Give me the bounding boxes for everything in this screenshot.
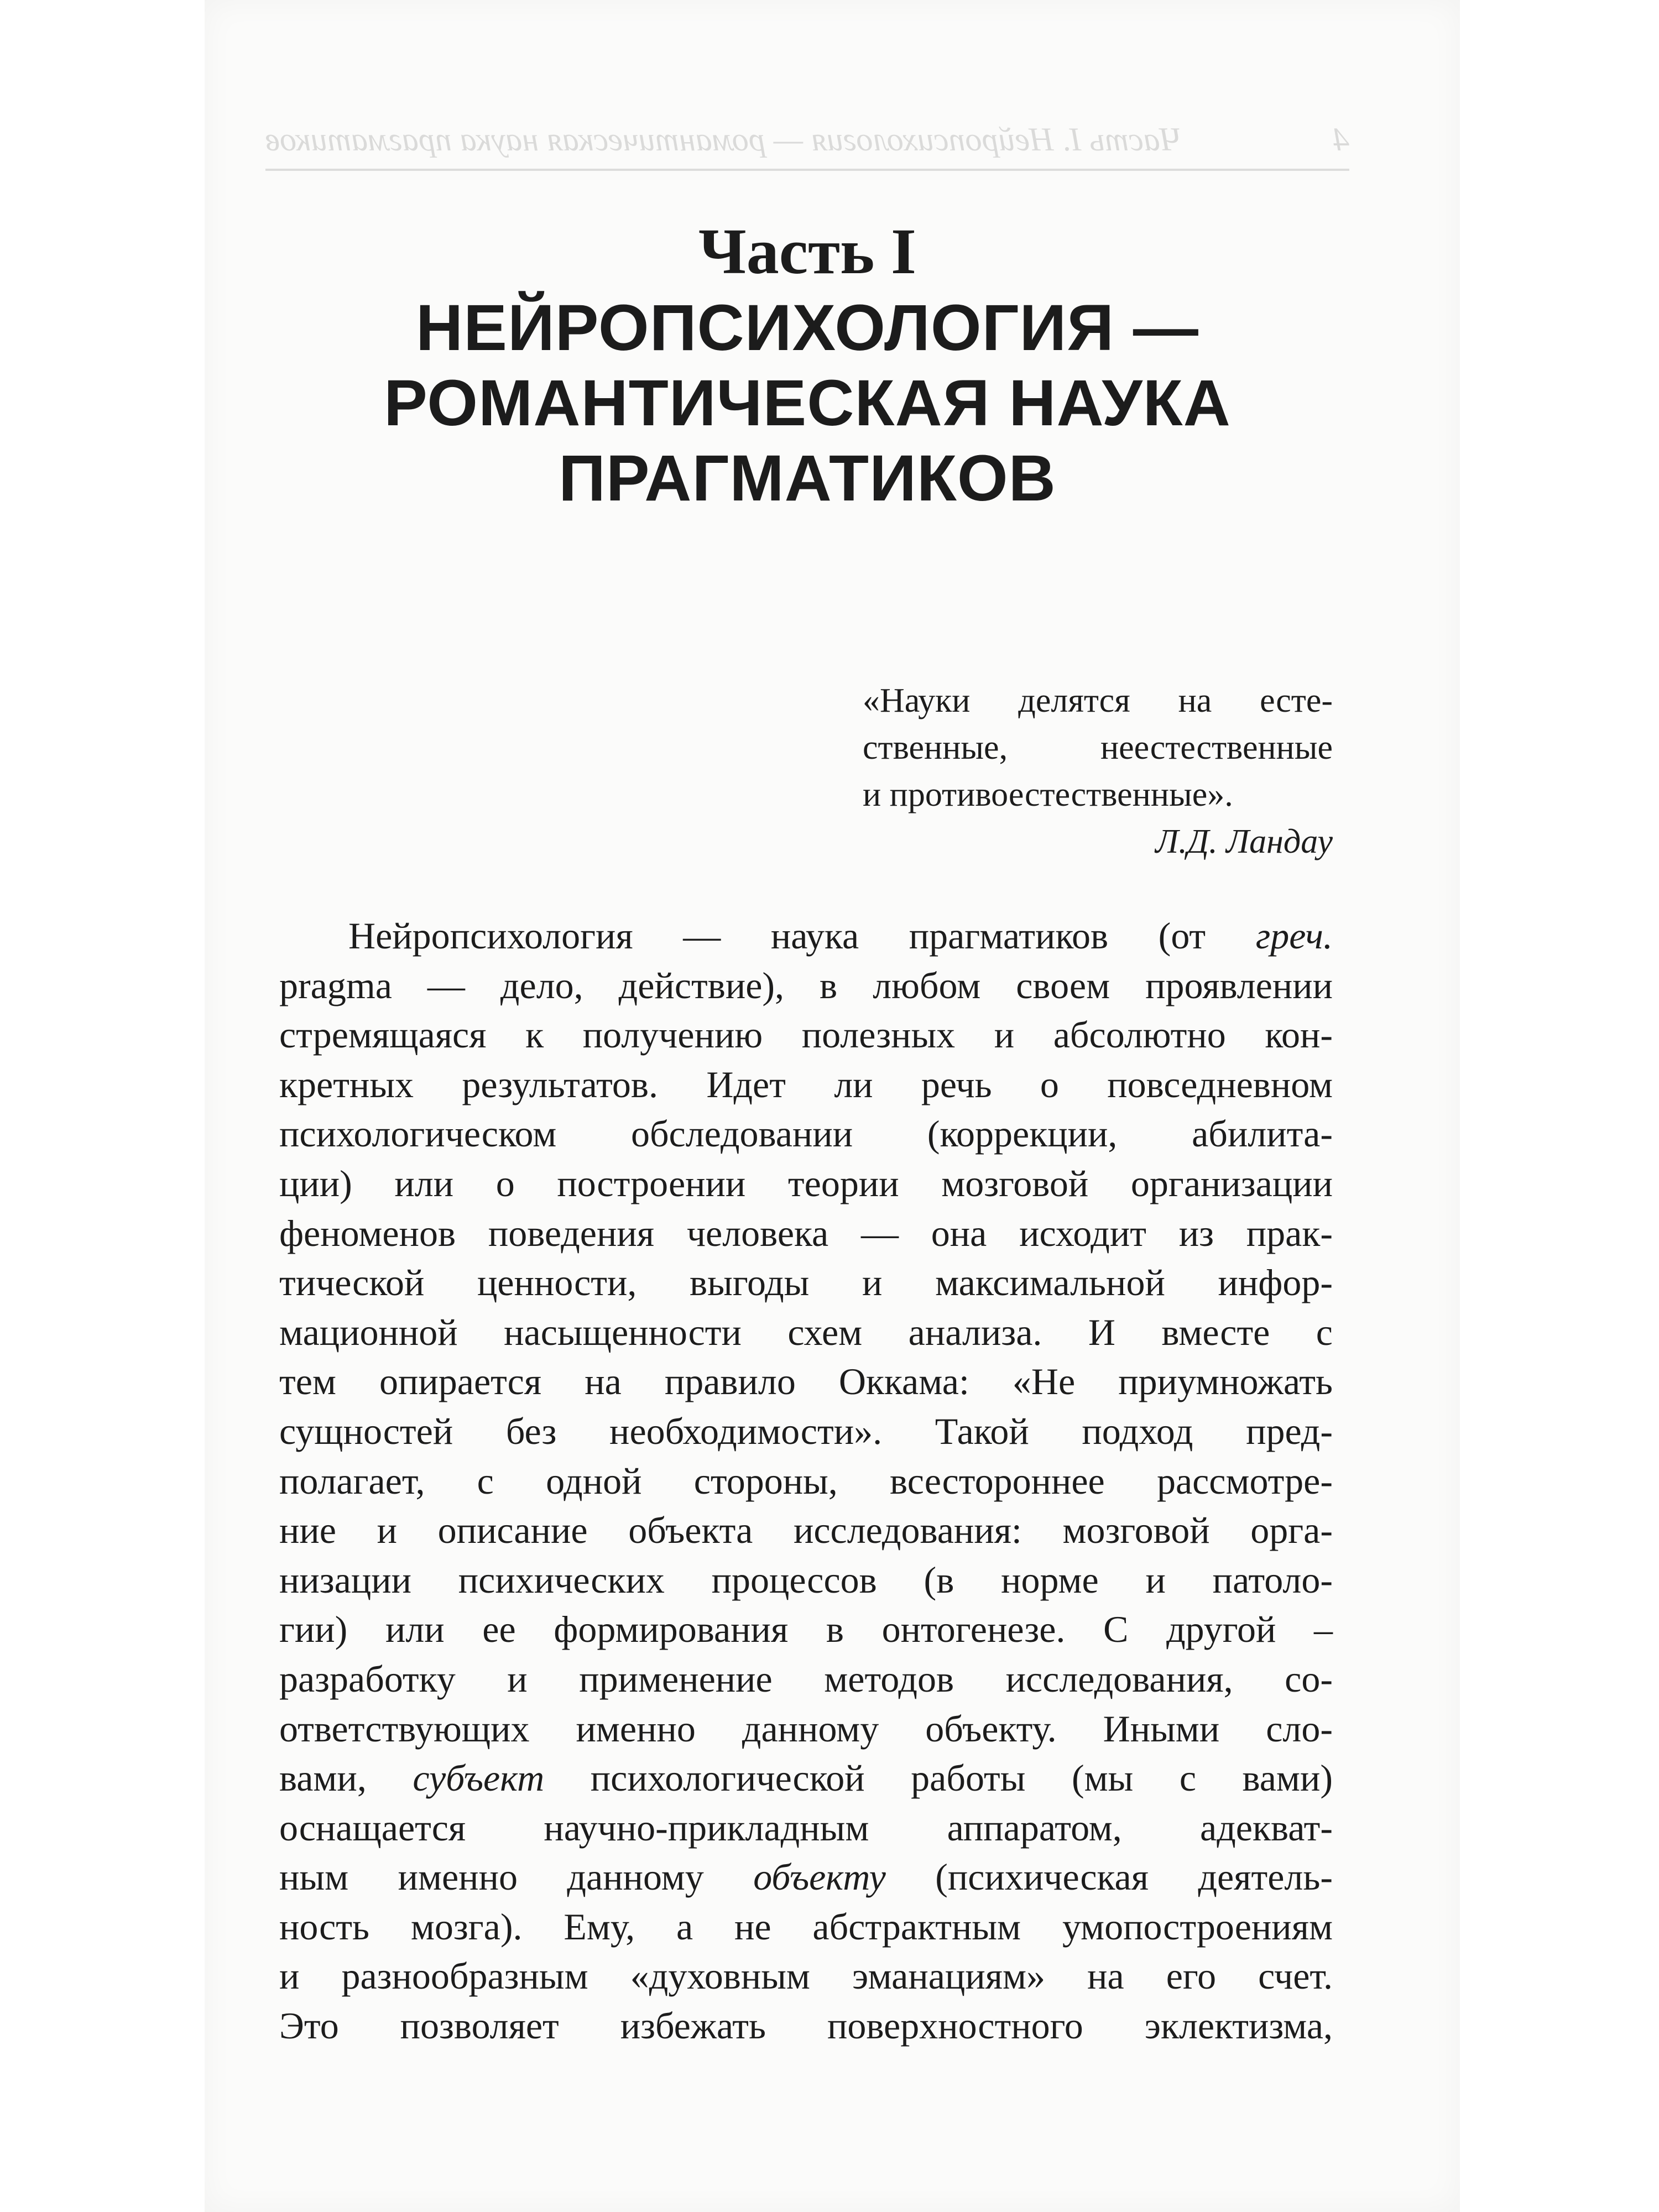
body-line [279,1357,1333,1407]
body-line [279,1060,1333,1110]
body-line [279,1556,1333,1605]
part-title-block [265,213,1349,516]
part-number: Часть I [698,215,916,288]
epigraph-author: Л.Д. Ландау [1155,823,1333,860]
body-line [279,1952,1333,2001]
body-line [279,1010,1333,1060]
body-line [279,1109,1333,1159]
body-line [279,1258,1333,1308]
italic-term: объекту [753,1856,886,1898]
body-text-segment: Это позволяет избежать поверхностного эклектизма, [279,2005,1333,2047]
body-text-segment: тем опирается на правило Оккама: «Не приумножать [279,1360,1333,1403]
part-heading-line-2: РОМАНТИЧЕСКАЯ НАУКА [384,367,1231,440]
part-heading-line-1: НЕЙРОПСИХОЛОГИЯ — [416,291,1199,364]
body-text-segment: Нейропсихология — наука прагматиков (от [348,915,1256,957]
body-line [279,1853,1333,1902]
epigraph-line: «Науки делятся на есте- [863,682,1333,719]
body-line [279,1605,1333,1655]
body-text-segment: низации психических процессов (в норме и патоло- [279,1558,1333,1601]
body-text-segment: оснащается научно-прикладным аппаратом, адекват- [279,1806,1333,1849]
body-text-segment: (психическая деятель- [885,1856,1333,1898]
show-through-header-rule [265,169,1349,171]
body-text-segment: ции) или о построении теории мозговой организации [279,1162,1333,1204]
italic-term: греч. [1255,915,1333,957]
body-text-segment: феноменов поведения человека — она исходит из прак- [279,1212,1333,1254]
body-line [279,1159,1333,1209]
part-heading-line-3: ПРАГМАТИКОВ [559,442,1056,515]
body-text-segment: гии) или ее формирования в онтогенезе. С другой – [279,1608,1333,1651]
body-line [279,1754,1333,1803]
body-text-segment: ответствующих именно данному объекту. Иными сло- [279,1707,1333,1750]
body-text-segment: тической ценности, выгоды и максимальной инфор- [279,1261,1333,1304]
body-line [279,1803,1333,1853]
epigraph [863,677,1333,865]
body-line [279,1209,1333,1259]
body-text-segment: ние и описание объекта исследования: мозговой орга- [279,1509,1333,1552]
show-through-running-head [265,121,1349,159]
body-line [279,1407,1333,1457]
body-text-segment: психологической работы (мы с вами) [544,1757,1333,1799]
body-text-segment: стремящаяся к получению полезных и абсолютно кон- [279,1014,1333,1056]
body-line [279,911,1333,961]
body-text-segment: психологическом обследовании (коррекции, абилита- [279,1113,1333,1155]
body-text-segment: ным именно данному [279,1856,754,1898]
body-text-segment: вами, [279,1757,413,1799]
body-line [279,2001,1333,2051]
body-line [279,1506,1333,1556]
body-line [279,961,1333,1011]
body-line [279,1704,1333,1754]
body-text-segment: и разнообразным «духовным эманациям» на его счет. [279,1955,1333,1997]
body-text-segment: ность мозга). Ему, а не абстрактным умопостроениям [279,1905,1333,1948]
body-text [279,911,1333,2051]
epigraph-line: ственные, неестественные [863,729,1333,766]
epigraph-line: и противоестественные». [863,776,1233,813]
body-text-segment: мационной насыщенности схем анализа. И вместе с [279,1311,1333,1353]
body-line [279,1457,1333,1506]
italic-term: субъект [413,1757,545,1799]
body-text-segment: разработку и применение методов исследования, со- [279,1657,1333,1700]
body-text-segment: сущностей без необходимости». Такой подход пред- [279,1410,1333,1452]
body-text-segment: pragma — дело, действие), в любом своем проявлении [279,964,1333,1006]
body-line [279,1308,1333,1358]
ghost-page-number: 4 [1333,121,1349,158]
ghost-running-head-text: Часть I. Нейропсихология — романтическая наука прагматиков [265,121,1183,158]
body-line [279,1902,1333,1952]
body-text-segment: полагает, с одной стороны, всестороннее рассмотре- [279,1459,1333,1502]
body-line [279,1655,1333,1704]
body-text-segment: кретных результатов. Идет ли речь о повседневном [279,1063,1333,1105]
